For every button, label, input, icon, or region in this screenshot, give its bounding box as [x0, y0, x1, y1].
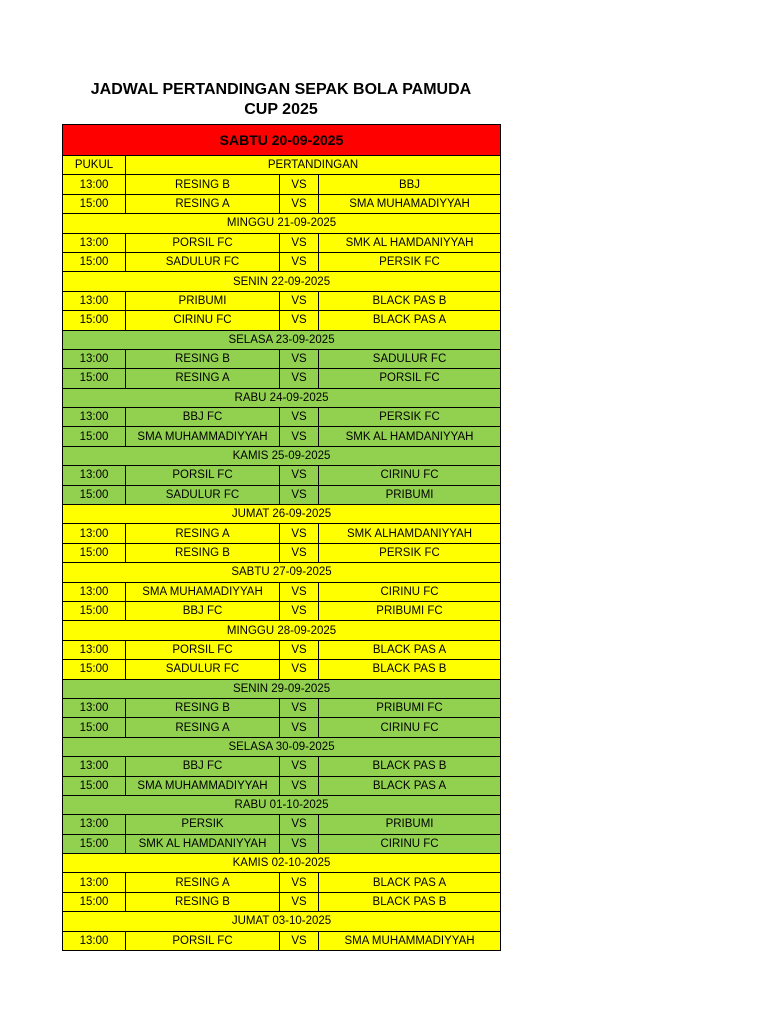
home-team: BBJ FC	[126, 408, 280, 427]
vs-label: VS	[280, 815, 319, 834]
away-team: PRIBUMI FC	[319, 601, 501, 620]
match-time: 15:00	[63, 601, 126, 620]
vs-label: VS	[280, 582, 319, 601]
away-team: CIRINU FC	[319, 718, 501, 737]
away-team: SADULUR FC	[319, 349, 501, 368]
day-row	[63, 446, 501, 465]
day-label: MINGGU 28-09-2025	[63, 621, 501, 640]
vs-label: VS	[280, 931, 319, 950]
vs-label: VS	[280, 543, 319, 562]
match-row	[63, 194, 501, 213]
home-team: BBJ FC	[126, 601, 280, 620]
vs-label: VS	[280, 640, 319, 659]
vs-label: VS	[280, 408, 319, 427]
home-team: BBJ FC	[126, 757, 280, 776]
home-team: RESING A	[126, 524, 280, 543]
schedule-table	[62, 124, 501, 951]
day-label: RABU 24-09-2025	[63, 388, 501, 407]
vs-label: VS	[280, 194, 319, 213]
match-time: 15:00	[63, 427, 126, 446]
day-row	[63, 388, 501, 407]
match-time: 13:00	[63, 757, 126, 776]
day-label: SELASA 30-09-2025	[63, 737, 501, 756]
home-team: PRIBUMI	[126, 291, 280, 310]
away-team: CIRINU FC	[319, 466, 501, 485]
match-row	[63, 892, 501, 911]
day-row	[63, 795, 501, 814]
match-row	[63, 291, 501, 310]
home-team: SMK AL HAMDANIYYAH	[126, 834, 280, 853]
match-row	[63, 349, 501, 368]
away-team: SMA MUHAMADIYYAH	[319, 194, 501, 213]
match-row	[63, 660, 501, 679]
vs-label: VS	[280, 291, 319, 310]
vs-label: VS	[280, 524, 319, 543]
match-time: 15:00	[63, 892, 126, 911]
home-team: PERSIK	[126, 815, 280, 834]
vs-label: VS	[280, 175, 319, 194]
match-time: 13:00	[63, 815, 126, 834]
day-row	[63, 330, 501, 349]
away-team: SMK ALHAMDANIYYAH	[319, 524, 501, 543]
day-label: KAMIS 02-10-2025	[63, 854, 501, 873]
away-team: CIRINU FC	[319, 834, 501, 853]
away-team: BLACK PAS B	[319, 892, 501, 911]
home-team: SADULUR FC	[126, 660, 280, 679]
day-label: SENIN 22-09-2025	[63, 272, 501, 291]
away-team: PORSIL FC	[319, 369, 501, 388]
home-team: SMA MUHAMMADIYYAH	[126, 776, 280, 795]
home-team: SMA MUHAMMADIYYAH	[126, 427, 280, 446]
away-team: BLACK PAS B	[319, 757, 501, 776]
match-time: 15:00	[63, 718, 126, 737]
home-team: RESING A	[126, 873, 280, 892]
match-row	[63, 815, 501, 834]
match-time: 13:00	[63, 349, 126, 368]
vs-label: VS	[280, 311, 319, 330]
match-row	[63, 640, 501, 659]
match-row	[63, 776, 501, 795]
title-line-1: JADWAL PERTANDINGAN SEPAK BOLA PAMUDA	[90, 81, 472, 98]
header-match: PERTANDINGAN	[126, 156, 501, 175]
home-team: PORSIL FC	[126, 233, 280, 252]
home-team: SMA MUHAMADIYYAH	[126, 582, 280, 601]
home-team: SADULUR FC	[126, 485, 280, 504]
day-row	[63, 912, 501, 931]
day-label: RABU 01-10-2025	[63, 795, 501, 814]
vs-label: VS	[280, 485, 319, 504]
vs-label: VS	[280, 369, 319, 388]
header-row	[63, 156, 501, 175]
match-time: 15:00	[63, 252, 126, 271]
match-row	[63, 311, 501, 330]
match-row	[63, 369, 501, 388]
match-row	[63, 252, 501, 271]
away-team: PRIBUMI FC	[319, 698, 501, 717]
away-team: BLACK PAS A	[319, 640, 501, 659]
home-team: RESING A	[126, 369, 280, 388]
day-row	[63, 563, 501, 582]
match-row	[63, 931, 501, 950]
vs-label: VS	[280, 834, 319, 853]
match-time: 15:00	[63, 194, 126, 213]
away-team: BLACK PAS B	[319, 291, 501, 310]
match-time: 15:00	[63, 543, 126, 562]
away-team: PERSIK FC	[319, 408, 501, 427]
match-time: 13:00	[63, 175, 126, 194]
first-day-row	[63, 125, 501, 156]
day-label: JUMAT 26-09-2025	[63, 505, 501, 524]
match-row	[63, 408, 501, 427]
home-team: RESING A	[126, 194, 280, 213]
away-team: BBJ	[319, 175, 501, 194]
match-row	[63, 466, 501, 485]
home-team: RESING B	[126, 175, 280, 194]
home-team: RESING A	[126, 718, 280, 737]
day-row	[63, 505, 501, 524]
away-team: BLACK PAS A	[319, 311, 501, 330]
document-title	[62, 80, 500, 120]
match-time: 13:00	[63, 466, 126, 485]
match-row	[63, 485, 501, 504]
match-row	[63, 427, 501, 446]
away-team: SMA MUHAMMADIYYAH	[319, 931, 501, 950]
day-label: JUMAT 03-10-2025	[63, 912, 501, 931]
match-row	[63, 233, 501, 252]
away-team: PERSIK FC	[319, 543, 501, 562]
home-team: PORSIL FC	[126, 931, 280, 950]
match-row	[63, 698, 501, 717]
away-team: BLACK PAS A	[319, 873, 501, 892]
vs-label: VS	[280, 233, 319, 252]
header-time: PUKUL	[63, 156, 126, 175]
match-time: 13:00	[63, 582, 126, 601]
day-label: MINGGU 21-09-2025	[63, 214, 501, 233]
vs-label: VS	[280, 349, 319, 368]
match-time: 13:00	[63, 931, 126, 950]
match-row	[63, 582, 501, 601]
day-row	[63, 214, 501, 233]
match-time: 13:00	[63, 698, 126, 717]
match-row	[63, 757, 501, 776]
away-team: SMK AL HAMDANIYYAH	[319, 427, 501, 446]
away-team: CIRINU FC	[319, 582, 501, 601]
away-team: PRIBUMI	[319, 485, 501, 504]
vs-label: VS	[280, 892, 319, 911]
day-label: SABTU 27-09-2025	[63, 563, 501, 582]
match-row	[63, 175, 501, 194]
day-row	[63, 854, 501, 873]
away-team: PRIBUMI	[319, 815, 501, 834]
away-team: PERSIK FC	[319, 252, 501, 271]
match-row	[63, 601, 501, 620]
vs-label: VS	[280, 427, 319, 446]
match-time: 15:00	[63, 776, 126, 795]
match-time: 13:00	[63, 524, 126, 543]
vs-label: VS	[280, 660, 319, 679]
home-team: PORSIL FC	[126, 466, 280, 485]
day-label: SENIN 29-09-2025	[63, 679, 501, 698]
match-time: 15:00	[63, 311, 126, 330]
day-label: SELASA 23-09-2025	[63, 330, 501, 349]
day-row	[63, 621, 501, 640]
day-row	[63, 679, 501, 698]
vs-label: VS	[280, 466, 319, 485]
match-time: 13:00	[63, 640, 126, 659]
vs-label: VS	[280, 776, 319, 795]
day-label: SABTU 20-09-2025	[63, 125, 501, 156]
match-row	[63, 524, 501, 543]
day-row	[63, 737, 501, 756]
match-time: 13:00	[63, 873, 126, 892]
away-team: SMK AL HAMDANIYYAH	[319, 233, 501, 252]
match-time: 13:00	[63, 233, 126, 252]
match-time: 13:00	[63, 291, 126, 310]
home-team: RESING B	[126, 349, 280, 368]
home-team: RESING B	[126, 543, 280, 562]
vs-label: VS	[280, 873, 319, 892]
vs-label: VS	[280, 718, 319, 737]
match-row	[63, 718, 501, 737]
home-team: RESING B	[126, 698, 280, 717]
vs-label: VS	[280, 252, 319, 271]
away-team: BLACK PAS A	[319, 776, 501, 795]
vs-label: VS	[280, 757, 319, 776]
match-time: 13:00	[63, 408, 126, 427]
match-time: 15:00	[63, 834, 126, 853]
match-time: 15:00	[63, 369, 126, 388]
home-team: PORSIL FC	[126, 640, 280, 659]
match-time: 15:00	[63, 485, 126, 504]
match-time: 15:00	[63, 660, 126, 679]
title-line-2: CUP 2025	[244, 101, 318, 118]
match-row	[63, 834, 501, 853]
home-team: SADULUR FC	[126, 252, 280, 271]
match-row	[63, 543, 501, 562]
home-team: RESING B	[126, 892, 280, 911]
match-row	[63, 873, 501, 892]
vs-label: VS	[280, 601, 319, 620]
day-label: KAMIS 25-09-2025	[63, 446, 501, 465]
home-team: CIRINU FC	[126, 311, 280, 330]
vs-label: VS	[280, 698, 319, 717]
away-team: BLACK PAS B	[319, 660, 501, 679]
day-row	[63, 272, 501, 291]
